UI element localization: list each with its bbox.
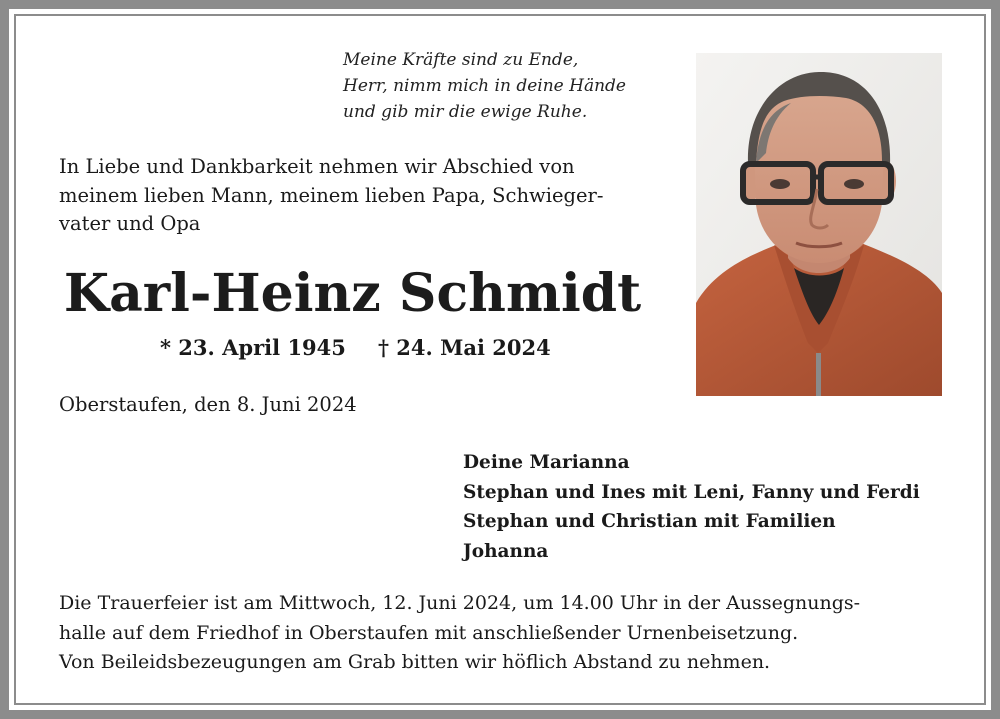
portrait-illustration	[696, 53, 942, 396]
poem-verse	[343, 47, 626, 125]
info-line: Von Beileidsbezeugungen am Grab bitten wir höflich Abstand zu nehmen.	[59, 651, 771, 673]
intro-text	[59, 153, 603, 239]
info-line: halle auf dem Friedhof in Oberstaufen mit anschließender Urnenbeisetzung.	[59, 621, 799, 644]
mourner-line: Stephan und Ines mit Leni, Fanny und Ferdi	[463, 481, 920, 503]
mourner-line: Deine Marianna	[463, 452, 630, 473]
poem-line: Meine Kräfte sind zu Ende,	[343, 50, 579, 70]
mourner-line: Stephan und Christian mit Familien	[463, 511, 836, 532]
death-date: † 24. Mai 2024	[378, 335, 551, 360]
poem-line: Herr, nimm mich in deine Hände	[343, 76, 626, 96]
mourner-line: Johanna	[463, 540, 549, 562]
deceased-name: Karl-Heinz Schmidt	[63, 263, 642, 324]
birth-date: * 23. April 1945	[160, 335, 346, 360]
funeral-info	[59, 589, 860, 678]
info-line: Die Trauerfeier ist am Mittwoch, 12. Juni 2024, um 14.00 Uhr in der Aussegnungs-	[59, 592, 861, 614]
place-and-date: Oberstaufen, den 8. Juni 2024	[59, 393, 357, 416]
intro-line: vater und Opa	[59, 212, 201, 235]
mourners-list	[463, 448, 920, 566]
poem-line: und gib mir die ewige Ruhe.	[343, 102, 588, 122]
intro-line: In Liebe und Dankbarkeit nehmen wir Abschied von	[59, 155, 575, 178]
portrait-photo	[696, 53, 942, 396]
intro-line: meinem lieben Mann, meinem lieben Papa, Schwieger-	[59, 183, 604, 207]
